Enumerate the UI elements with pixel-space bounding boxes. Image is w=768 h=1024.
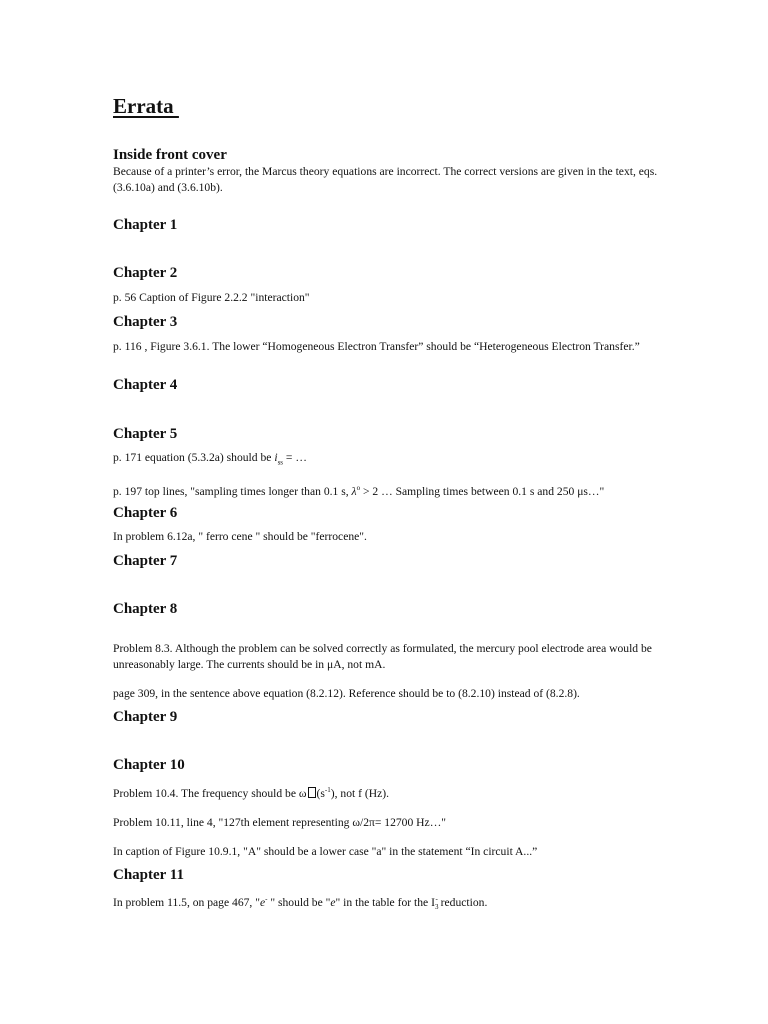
page-title: Errata xyxy=(113,94,179,118)
chapter-8-entry-1: Problem 8.3. Although the problem can be solved correctly as formulated, the mercury pool electrode area would be unreasonably large. The currents should be in μA, not mA. xyxy=(113,642,652,671)
entry-text: Problem 10.4. The frequency should be ω xyxy=(113,786,307,800)
chapter-4-heading: Chapter 4 xyxy=(113,377,178,393)
chapter-6-entry: In problem 6.12a, " ferro cene " should be "ferrocene". xyxy=(113,530,367,543)
entry-text-mid: (s xyxy=(316,786,325,800)
chapter-5-heading: Chapter 5 xyxy=(113,426,178,442)
current-symbol: i xyxy=(274,451,278,464)
section-heading-inside-front-cover: Inside front cover xyxy=(113,147,227,163)
electron-symbol-corrected: e xyxy=(330,895,336,909)
chapter-8-entry-2: page 309, in the sentence above equation (8.2.12). Reference should be to (8.2.10) instead of (8.2.8). xyxy=(113,687,580,700)
subscript: ss xyxy=(277,458,284,467)
superscript: o xyxy=(356,484,361,492)
chapter-10-entry-2 xyxy=(113,815,661,831)
chapter-11-entry xyxy=(113,892,661,916)
subscript: 3 xyxy=(434,903,439,912)
entry-text-end: ), not f (Hz). xyxy=(330,786,390,800)
chapter-5-entry-2 xyxy=(113,481,661,499)
chapter-1-heading: Chapter 1 xyxy=(113,217,178,233)
electron-symbol: e xyxy=(259,895,266,909)
chapter-3-heading: Chapter 3 xyxy=(113,314,178,330)
entry-text: p. 197 top lines, "sampling times longer than 0.1 s, xyxy=(113,484,352,498)
entry-text: Problem 10.11, line 4, "127th element representing ω/2π= 12700 Hz…" xyxy=(113,816,447,829)
entry-text-mid: " should be " xyxy=(267,895,331,909)
chapter-2-heading: Chapter 2 xyxy=(113,265,178,281)
chapter-11-heading: Chapter 11 xyxy=(113,867,184,883)
chapter-9-heading: Chapter 9 xyxy=(113,709,178,725)
inside-front-cover-text: Because of a printer’s error, the Marcus theory equations are incorrect. The correct versions are given in the text, eqs. (3.6.10a) and (3.6.10b). xyxy=(113,165,658,194)
entry-text-end: reduction. xyxy=(437,895,488,909)
chapter-10-heading: Chapter 10 xyxy=(113,757,185,773)
chapter-6-heading: Chapter 6 xyxy=(113,505,178,521)
entry-text-end: > 2 … Sampling times between 0.1 s and 250 μs…" xyxy=(360,484,605,498)
entry-text: In problem 11.5, on page 467, " xyxy=(113,895,260,909)
lambda-symbol: λ xyxy=(351,484,357,498)
missing-glyph-icon xyxy=(308,787,316,798)
superscript-charge: - xyxy=(435,895,438,903)
chapter-10-entry-3: In caption of Figure 10.9.1, "A" should be a lower case "a" in the statement “In circuit A...” xyxy=(113,845,538,858)
entry-text: p. 171 equation (5.3.2a) should be xyxy=(113,451,275,464)
chapter-8-heading: Chapter 8 xyxy=(113,601,178,617)
entry-text-mid-2: " in the table for the I xyxy=(335,895,435,909)
entry-text-end: = … xyxy=(283,451,307,464)
chapter-7-heading: Chapter 7 xyxy=(113,553,178,569)
chapter-3-entry: p. 116 , Figure 3.6.1. The lower “Homogeneous Electron Transfer” should be “Heterogeneous Electron Transfer.” xyxy=(113,340,640,353)
superscript: -1 xyxy=(324,786,331,794)
chapter-2-entry: p. 56 Caption of Figure 2.2.2 "interaction" xyxy=(113,291,310,304)
chapter-5-entry-1 xyxy=(113,450,661,471)
chapter-10-entry-1 xyxy=(113,783,661,801)
superscript: - xyxy=(265,895,268,903)
